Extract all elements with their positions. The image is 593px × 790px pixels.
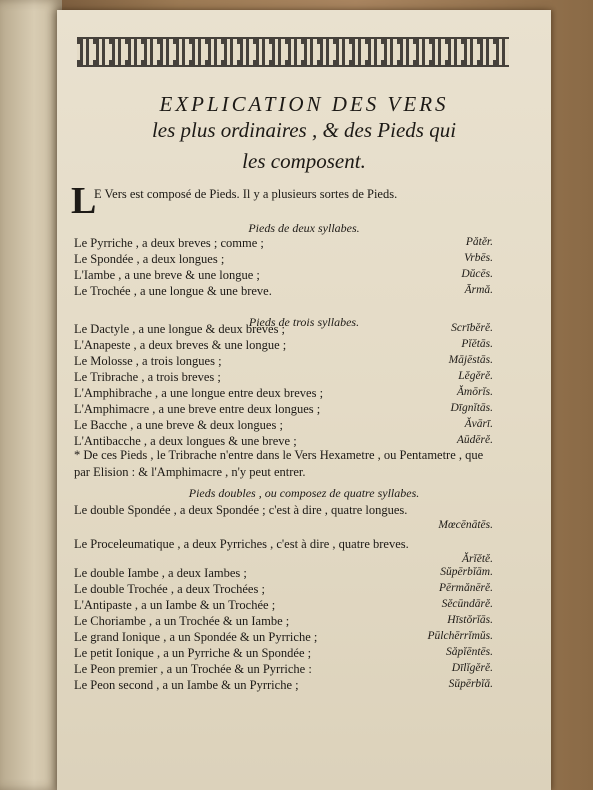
ornamental-header-band [77,37,509,67]
foot-definition: Le Tribrache , a trois breves ; [74,370,221,384]
foot-example: Lĕgĕrĕ. [458,370,493,382]
foot-definition: Le Peon premier , a un Trochée & un Pyrriche : [74,662,312,676]
foot-example: Dīlĭgĕrĕ. [451,662,493,674]
page-title: EXPLICATION DES VERS [159,92,449,116]
foot-definition: Le Choriambe , a un Trochée & un Iambe ; [74,614,290,628]
foot-definition: Le double Spondée , a deux Spondée ; c'est à dire , quatre longues. [74,503,408,517]
page-subtitle-line2: les composent. [242,149,366,173]
foot-definition: Le petit Ionique , a un Pyrriche & un Spondée ; [74,646,312,660]
foot-definition: L'Antibacche , a deux longues & une breve ; [74,434,297,448]
foot-definition: Le Dactyle , a une longue & deux breves ; [74,322,286,336]
book-page [57,10,551,790]
foot-example: Mājēstās. [448,354,493,366]
footnote: * De ces Pieds , le Tribrache n'entre dans le Vers Hexametre , ou Pentametre , que par Elision : & l'Amphimacre , n'y peut entrer. [74,448,484,479]
foot-example: Sŭpērbĭām. [440,566,493,578]
foot-example: Pĭĕtās. [461,338,493,350]
intro-paragraph: E Vers est composé de Pieds. Il y a plusieurs sortes de Pieds. [94,187,398,201]
foot-definition: L'Anapeste , a deux breves & une longue ; [74,338,287,352]
foot-example: Săpĭēntēs. [446,646,493,658]
section-heading-four-syllables: Pieds doubles , ou composez de quatre syllabes. [188,486,420,500]
foot-example: Sĕcūndārĕ. [441,598,493,610]
foot-example: Dŭcēs. [461,268,493,280]
foot-example: Ăvārī. [464,418,493,430]
foot-definition: L'Amphibrache , a une longue entre deux breves ; [74,386,324,400]
foot-example: Vrbēs. [464,252,493,264]
foot-example: Ārmă. [464,284,493,296]
foot-example: Mœcēnātēs. [438,519,493,531]
foot-definition: Le Peon second , a un Iambe & un Pyrriche ; [74,678,299,692]
foot-definition: L'Iambe , a une breve & une longue ; [74,268,260,282]
foot-example: Ămōrĭs. [456,386,493,398]
foot-example: Pătĕr. [465,236,493,248]
facing-page-edge [0,0,62,790]
foot-example: Pērmănērĕ. [439,582,493,594]
foot-example: Sŭpērbĭă. [448,678,493,690]
foot-definition: Le double Iambe , a deux Iambes ; [74,566,247,580]
section-heading-two-syllables: Pieds de deux syllabes. [248,221,360,235]
page-subtitle-line1: les plus ordinaires , & des Pieds qui [151,118,457,142]
foot-example: Scrībĕrĕ. [451,322,493,334]
section-heading-three-syllables: Pieds de trois syllabes. [248,315,360,329]
foot-example: Ărĭĕtĕ. [462,553,493,565]
foot-definition: L'Antipaste , a un Iambe & un Trochée ; [74,598,276,612]
foot-definition: Le Bacche , a une breve & deux longues ; [74,418,283,432]
foot-example: Hīstŏrĭās. [447,614,493,626]
foot-example: Dīgnĭtās. [450,402,493,414]
foot-definition: Le Molosse , a trois longues ; [74,354,222,368]
foot-definition: Le grand Ionique , a un Spondée & un Pyrriche ; [74,630,318,644]
foot-definition: Le Spondée , a deux longues ; [74,252,225,266]
foot-example: Aūdērĕ. [456,434,493,446]
foot-definition: Le Proceleumatique , a deux Pyrriches , c'est à dire , quatre breves. [74,537,409,551]
foot-definition: Le Pyrriche , a deux breves ; comme ; [74,236,264,250]
foot-definition: Le Trochée , a une longue & une breve. [74,284,272,298]
foot-example: Pūlchērrĭmŭs. [427,630,493,642]
foot-definition: Le double Trochée , a deux Trochées ; [74,582,265,596]
foot-definition: L'Amphimacre , a une breve entre deux longues ; [74,402,321,416]
drop-cap: L [71,180,97,222]
